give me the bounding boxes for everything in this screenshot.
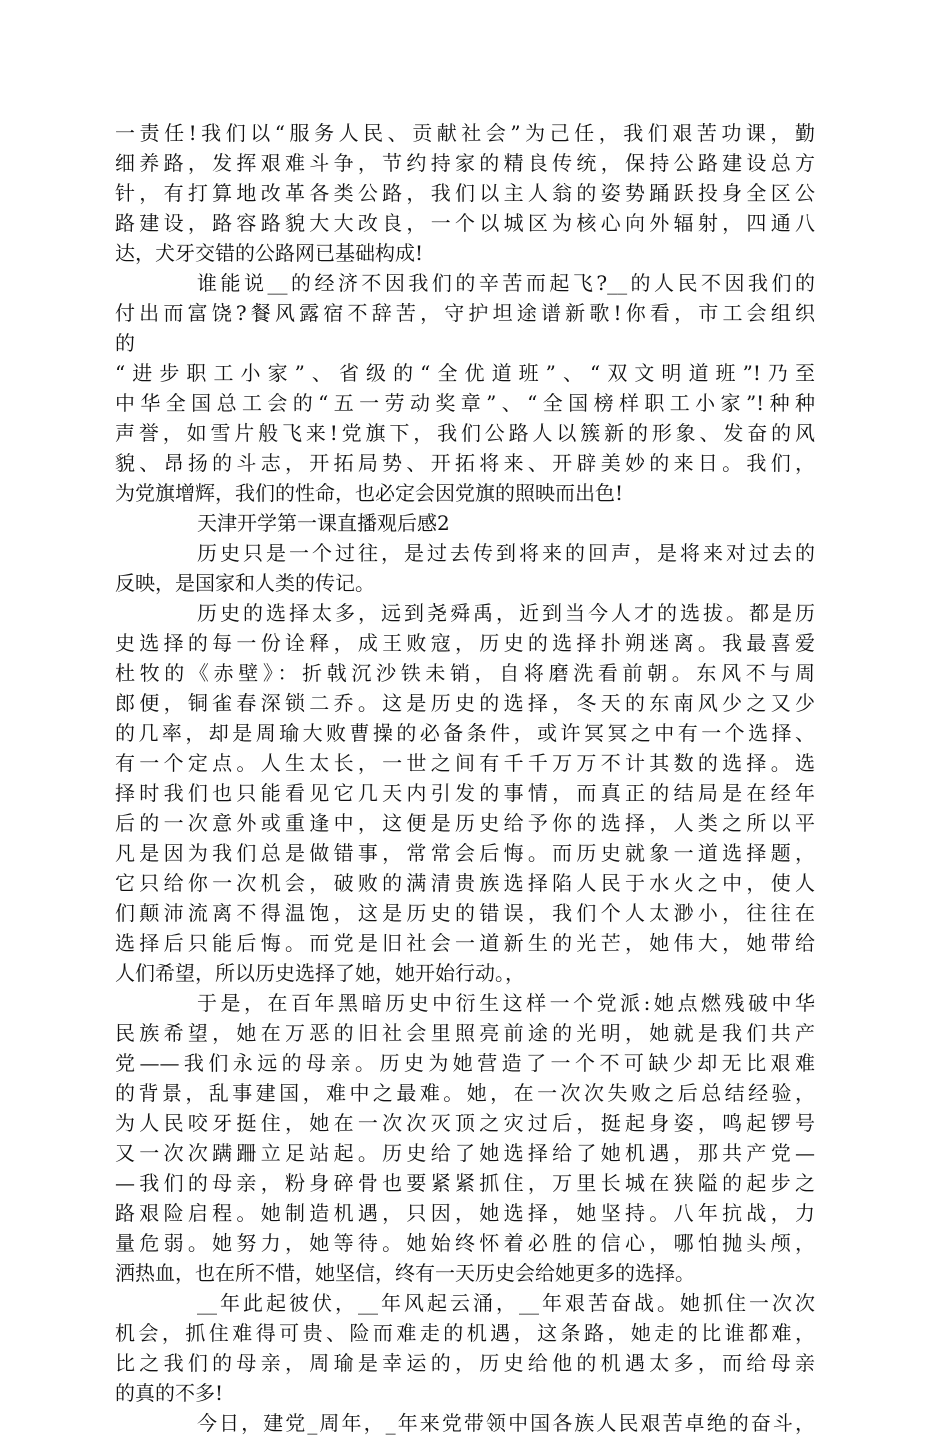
text-line: 为人民咬牙挺住，她在一次次灭顶之灾过后，挺起身姿，鸣起锣号 bbox=[115, 1111, 815, 1135]
text-line: 比之我们的母亲，周瑜是幸运的，历史给他的机遇太多，而给母亲 bbox=[115, 1351, 815, 1375]
text-line: 人们希望，所以历史选择了她，她开始行动。， bbox=[115, 961, 525, 985]
text-line: 一责任!我们以“服务人民、贡献社会”为己任，我们艰苦功课，勤 bbox=[115, 121, 815, 145]
text-line: 机会，抓住难得可贵、险而难走的机遇，这条路，她走的比谁都难， bbox=[115, 1321, 815, 1345]
text-line: 路艰险启程。她制造机遇，只因，她选择，她坚持。八年抗战，力 bbox=[115, 1201, 815, 1225]
text-line: 付出而富饶?餐风露宿不辞苦，守护坦途谱新歌!你看，市工会组织 bbox=[115, 301, 815, 325]
text-line: 今日，建党_周年，_年来党带领中国各族人民艰苦卓绝的奋斗， bbox=[197, 1411, 815, 1435]
text-line: 为党旗增辉，我们的性命，也必定会因党旗的照映而出色! bbox=[115, 481, 624, 505]
text-line: 凡是因为我们总是做错事，常常会后悔。而历史就象一道选择题， bbox=[115, 841, 815, 865]
text-line: 后的一次意外或重逢中，这便是历史给予你的选择，人类之所以平 bbox=[115, 811, 815, 835]
text-line: 细养路，发挥艰难斗争，节约持家的精良传统，保持公路建设总方 bbox=[115, 151, 815, 175]
section-heading: 天津开学第一课直播观后感2 bbox=[197, 511, 450, 535]
text-line: “进步职工小家”、省级的“全优道班”、“双文明道班”!乃至 bbox=[115, 361, 815, 385]
text-line: 们颠沛流离不得温饱，这是历史的错误，我们个人太渺小，往往在 bbox=[115, 901, 815, 925]
text-line: 史选择的每一份诠释，成王败寇，历史的选择扑朔迷离。我最喜爱 bbox=[115, 631, 815, 655]
text-line: 的真的不多! bbox=[115, 1381, 224, 1405]
text-line: 它只给你一次机会，破败的满清贵族选择陷人民于水火之中，使人 bbox=[115, 871, 815, 895]
text-line: 貌、昂扬的斗志，开拓局势、开拓将来、开辟美妙的来日。我们， bbox=[115, 451, 815, 475]
text-line: 又一次次蹒跚立足站起。历史给了她选择给了她机遇，那共产党— bbox=[115, 1141, 815, 1165]
text-line: 历史只是一个过往，是过去传到将来的回声，是将来对过去的 bbox=[197, 541, 815, 565]
text-line: 于是，在百年黑暗历史中衍生这样一个党派:她点燃残破中华 bbox=[197, 991, 815, 1015]
text-line: 的几率，却是周瑜大败曹操的必备条件，或许冥冥之中有一个选择、 bbox=[115, 721, 815, 745]
text-line: 杜牧的《赤壁》：折戟沉沙铁未销，自将磨洗看前朝。东风不与周 bbox=[115, 661, 815, 685]
text-line: 反映，是国家和人类的传记。 bbox=[115, 571, 375, 595]
document-page bbox=[115, 118, 815, 1438]
text-line: 声誉，如雪片般飞来!党旗下，我们公路人以簇新的形象、发奋的风 bbox=[115, 421, 815, 445]
text-line: 历史的选择太多，远到尧舜禹，近到当今人才的选拔。都是历 bbox=[197, 601, 815, 625]
text-line: 民族希望，她在万恶的旧社会里照亮前途的光明，她就是我们共产 bbox=[115, 1021, 815, 1045]
text-line: 针，有打算地改革各类公路，我们以主人翁的姿势踊跃投身全区公 bbox=[115, 181, 815, 205]
text-line: 路建设，路容路貌大大改良，一个以城区为核心向外辐射，四通八 bbox=[115, 211, 815, 235]
text-line: —我们的母亲，粉身碎骨也要紧紧抓住，万里长城在狭隘的起步之 bbox=[115, 1171, 815, 1195]
text-line: 谁能说__的经济不因我们的辛苦而起飞?__的人民不因我们的 bbox=[197, 271, 815, 295]
text-line: 党——我们永远的母亲。历史为她营造了一个不可缺少却无比艰难 bbox=[115, 1051, 815, 1075]
text-line: 达，犬牙交错的公路网已基础构成! bbox=[115, 241, 424, 265]
text-line: 择时我们也只能看见它几天内引发的事情，而真正的结局是在经年 bbox=[115, 781, 815, 805]
text-line: __年此起彼伏，__年风起云涌，__年艰苦奋战。她抓住一次次 bbox=[197, 1291, 815, 1315]
text-line: 选择后只能后悔。而党是旧社会一道新生的光芒，她伟大，她带给 bbox=[115, 931, 815, 955]
text-line: 洒热血，也在所不惜，她坚信，终有一天历史会给她更多的选择。 bbox=[115, 1261, 695, 1285]
text-line: 郎便，铜雀春深锁二乔。这是历史的选择，冬天的东南风少之又少 bbox=[115, 691, 815, 715]
text-line: 的 bbox=[115, 331, 135, 355]
text-line: 量危弱。她努力，她等待。她始终怀着必胜的信心，哪怕抛头颅， bbox=[115, 1231, 815, 1255]
text-line: 有一个定点。人生太长，一世之间有千千万万不计其数的选择。选 bbox=[115, 751, 815, 775]
text-line: 的背景，乱事建国，难中之最难。她，在一次次失败之后总结经验， bbox=[115, 1081, 815, 1105]
text-line: 中华全国总工会的“五一劳动奖章”、“全国榜样职工小家”!种种 bbox=[115, 391, 815, 415]
